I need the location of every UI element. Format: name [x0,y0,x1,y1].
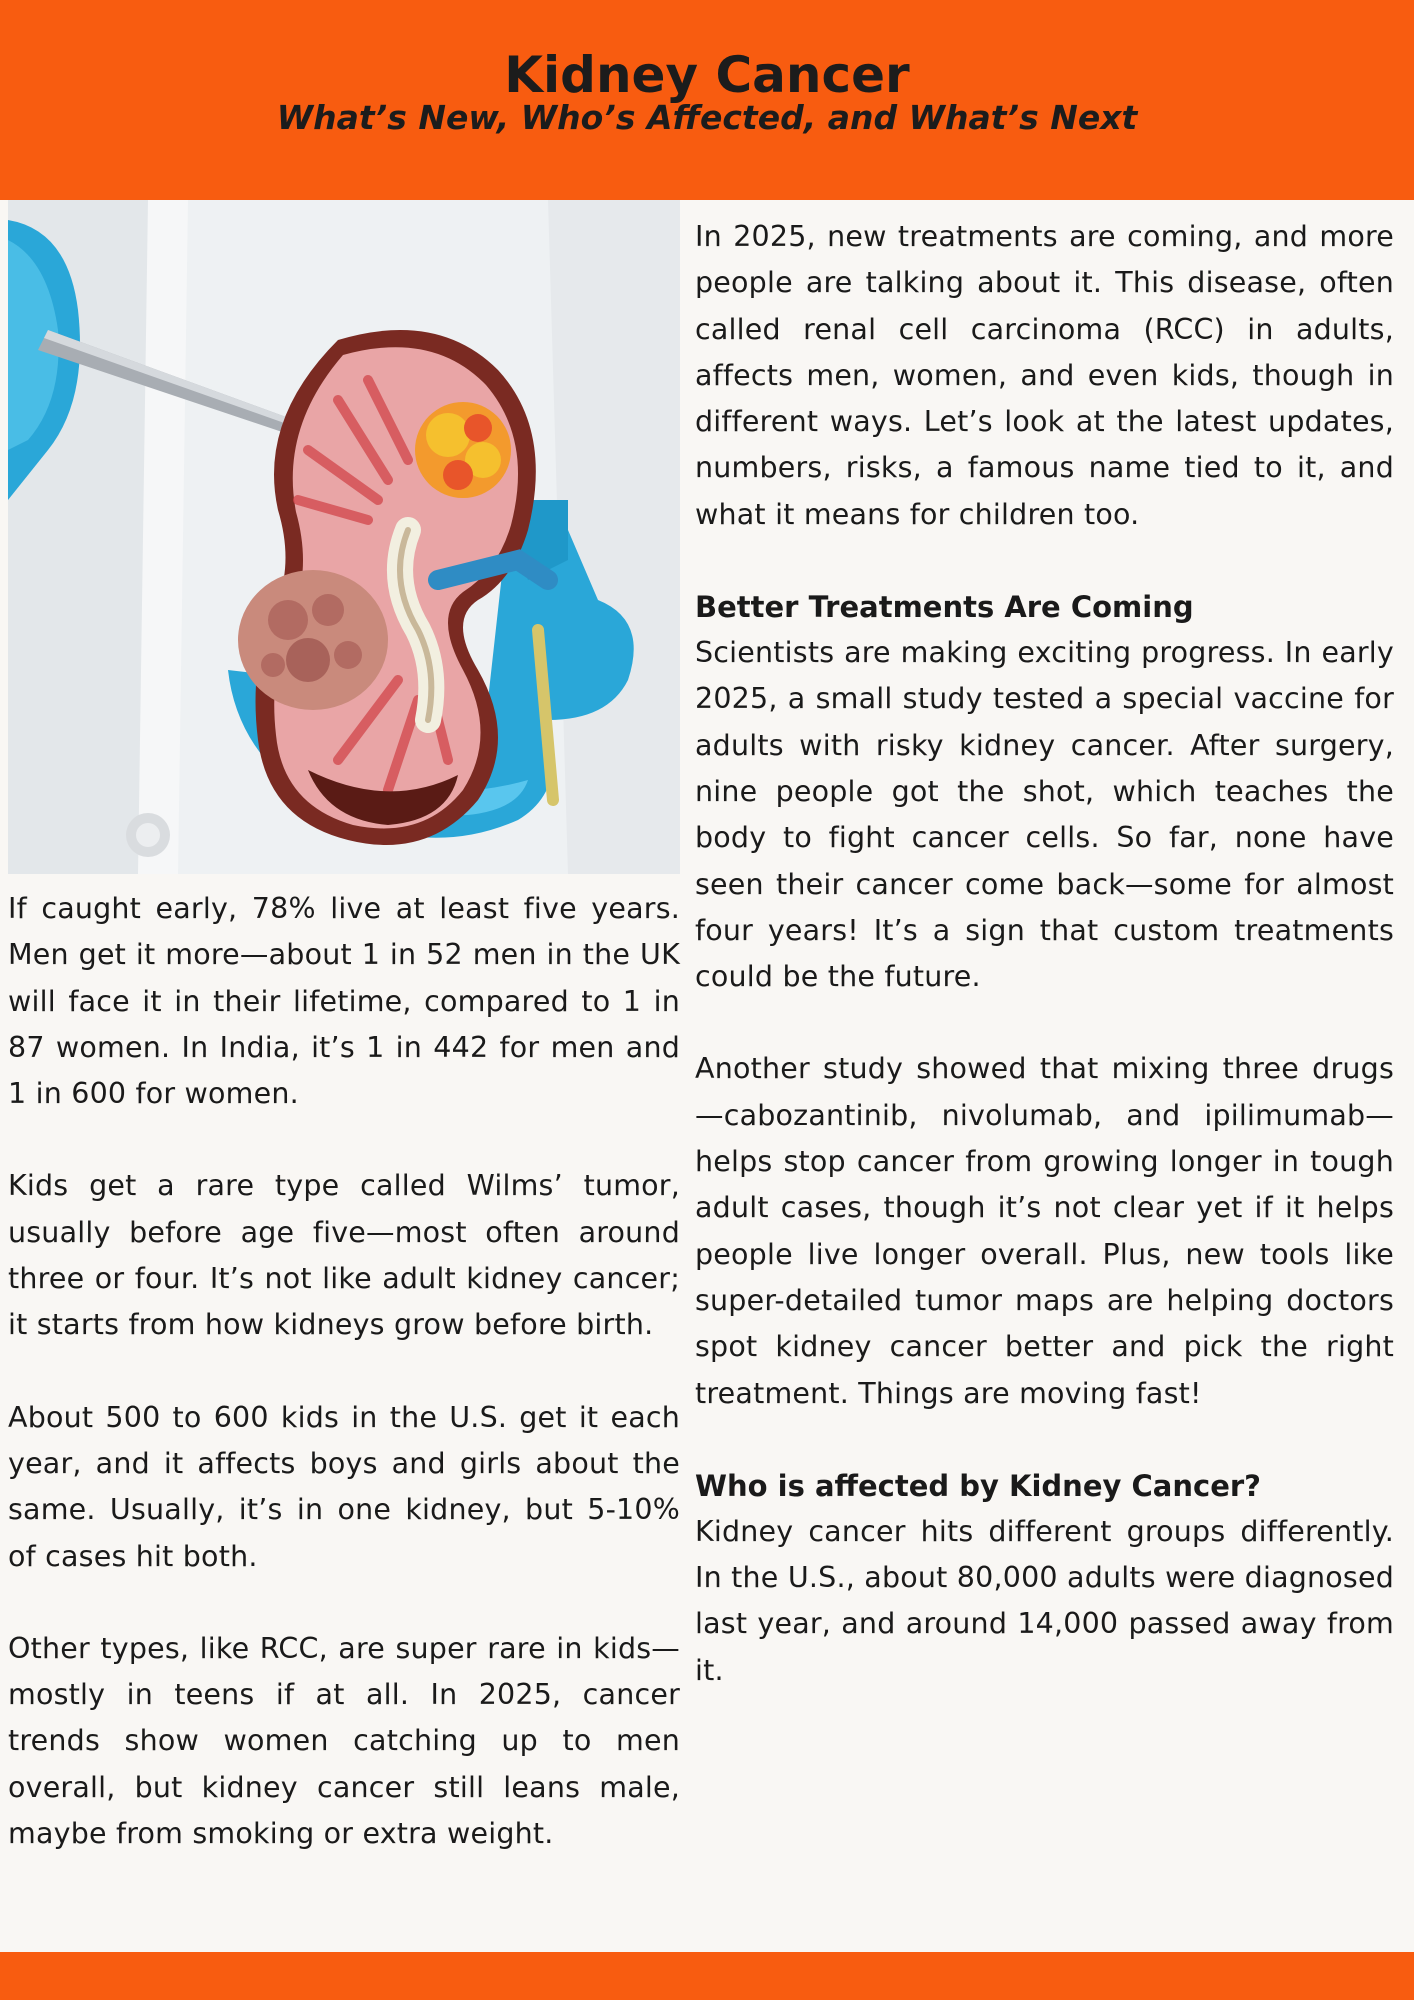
left-paragraph-other-types: Other types, like RCC, are super rare in kids—mostly in teens if at all. In 2025, cancer trends show women catching up to men overall, but kidney cancer still leans male, maybe from smoking or extra weight. [8,1631,680,1851]
page-title: Kidney Cancer [504,46,910,104]
section-heading-affected: Who is affected by Kidney Cancer? [695,1468,1261,1503]
section-heading-treatments: Better Treatments Are Coming [695,590,1194,625]
affected-paragraph: Kidney cancer hits different groups differently. In the U.S., about 80,000 adults were diagnosed last year, and around 14,000 passed away from it. [695,1514,1394,1687]
treatments-paragraph-vaccine: Scientists are making exciting progress. In early 2025, a small study tested a special vaccine for adults with risky kidney cancer. After surgery, nine people got the shot, which teaches the body to fight cancer cells. So far, none have seen their cancer come back—some for almost four years! It’s a sign that custom treatments could be the future. [695,636,1394,994]
left-column [8,200,680,1857]
left-paragraph-wilms: Kids get a rare type called Wilms’ tumor, usually before age five—most often around three or four. It’s not like adult kidney cancer; it starts from how kidneys grow before birth. [8,1169,680,1342]
left-paragraph-kids-stats: About 500 to 600 kids in the U.S. get it each year, and it affects boys and girls about the same. Usually, it’s in one kidney, but 5-10% of cases hit both. [8,1400,680,1573]
footer-bar [0,1952,1414,2000]
kidney-model-photo [8,200,680,874]
treatments-paragraph-drugs: Another study showed that mixing three drugs—cabozantinib, nivolumab, and ipilimumab—helps stop cancer from growing longer in tough adult cases, though it’s not clear yet if it helps people live longer overall. Plus, new tools like super-detailed tumor maps are helping doctors spot kidney cancer better and pick the right treatment. Things are moving fast! [695,1052,1394,1410]
right-column [695,214,1394,1694]
header-banner [0,0,1414,200]
page-subtitle: What’s New, Who’s Affected, and What’s Next [276,98,1138,137]
left-paragraph-survival: If caught early, 78% live at least five years. Men get it more—about 1 in 52 men in the UK will face it in their lifetime, compared to 1 in 87 women. In India, it’s 1 in 442 for men and 1 in 600 for women. [8,892,680,1111]
intro-paragraph: In 2025, new treatments are coming, and more people are talking about it. This disease, often called renal cell carcinoma (RCC) in adults, affects men, women, and even kids, though in different ways. Let’s look at the latest updates, numbers, risks, a famous name tied to it, and what it means for children too. [695,220,1394,531]
